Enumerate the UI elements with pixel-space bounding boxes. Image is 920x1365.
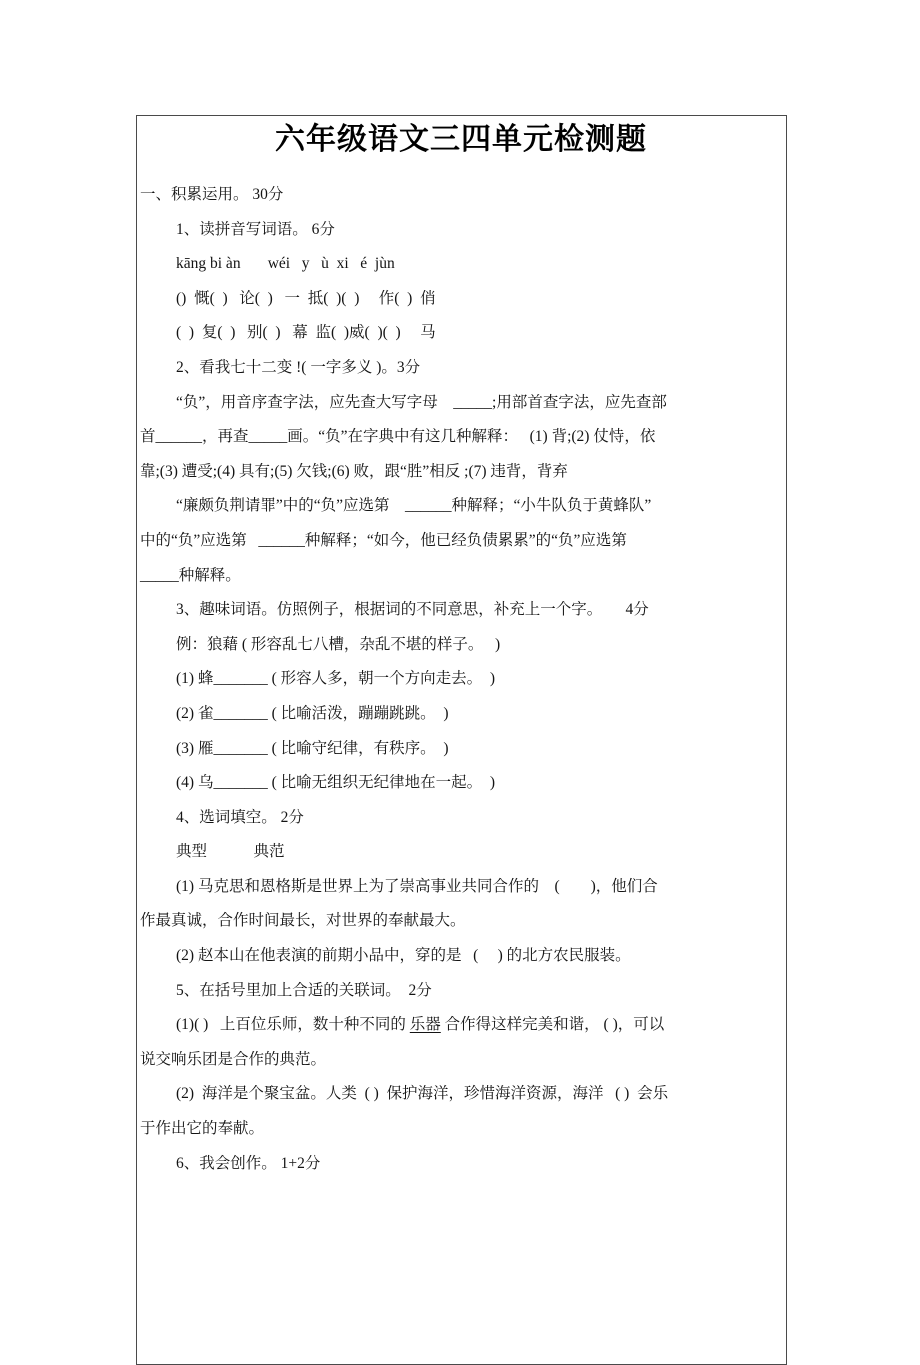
text-line xyxy=(140,974,782,1009)
text-line xyxy=(140,247,782,282)
text-line xyxy=(140,559,782,594)
text-segment: (1) 蜂_______ ( 形容人多，朝一个方向走去。 ) xyxy=(176,670,496,688)
text-line xyxy=(140,282,782,317)
text-line xyxy=(140,420,782,455)
text-line xyxy=(140,697,782,732)
text-line xyxy=(140,1043,782,1078)
text-segment: 2、看我七十二变 !( 一字多义 )。3分 xyxy=(176,358,421,376)
text-line xyxy=(140,1008,782,1043)
text-line xyxy=(140,662,782,697)
text-line xyxy=(140,732,782,767)
text-segment: 3、趣味词语。仿照例子，根据词的不同意思，补充上一个字。 4分 xyxy=(176,601,649,619)
text-line xyxy=(140,628,782,663)
text-line xyxy=(140,386,782,421)
text-segment: 1、读拼音写词语。 6分 xyxy=(176,220,335,238)
text-line xyxy=(140,351,782,386)
text-segment: 6、我会创作。 1+2分 xyxy=(176,1154,321,1172)
document-lines xyxy=(140,178,782,1181)
text-segment: 合作得这样完美和谐， ( )，可以 xyxy=(440,1016,665,1034)
text-line xyxy=(140,1147,782,1182)
text-segment: (2) 海洋是个聚宝盆。人类 ( ) 保护海洋，珍惜海洋资源，海洋 ( ) 会乐 xyxy=(176,1085,669,1103)
text-line xyxy=(140,939,782,974)
text-line xyxy=(140,455,782,490)
text-segment: 于作出它的奉献。 xyxy=(140,1120,265,1138)
text-segment: () 慨( ) 论( ) 一 抵( )( ) 作( ) 俏 xyxy=(176,289,436,307)
text-segment: 中的“负”应选第 ______种解释；“如今，他已经负债累累”的“负”应选第 xyxy=(140,531,627,549)
text-segment: 作最真诚，合作时间最长，对世界的奉献最大。 xyxy=(140,912,466,930)
text-line xyxy=(140,593,782,628)
text-segment: 一、积累运用。 30分 xyxy=(140,186,284,203)
text-segment: _____种解释。 xyxy=(140,566,241,584)
text-line xyxy=(140,835,782,870)
text-segment: “负”，用音序查字法，应先查大写字母 _____;用部首查字法，应先查部 xyxy=(176,393,667,411)
text-line xyxy=(140,870,782,905)
text-segment: 靠;(3) 遭受;(4) 具有;(5) 欠钱;(6) 败，跟“胜”相反 ;(7) 违背，背弃 xyxy=(140,462,568,480)
text-segment: (2) 赵本山在他表演的前期小品中，穿的是 ( ) 的北方农民服装。 xyxy=(176,947,631,965)
document-frame xyxy=(136,115,787,1365)
text-segment: (1)( ) 上百位乐师，数十种不同的 xyxy=(176,1016,410,1034)
text-line xyxy=(140,801,782,836)
text-segment: kāng bi àn wéi y ù xi é jùn xyxy=(176,255,395,273)
text-line xyxy=(140,316,782,351)
text-segment: 首______，再查_____画。“负”在字典中有这几种解释： (1) 背;(2) 仗恃，依 xyxy=(140,428,656,446)
text-segment: 4、选词填空。 2分 xyxy=(176,808,304,826)
text-line xyxy=(140,524,782,559)
text-segment: (2) 雀_______ ( 比喻活泼，蹦蹦跳跳。 ) xyxy=(176,704,449,722)
text-segment: 说交响乐团是合作的典范。 xyxy=(140,1050,327,1068)
text-segment: ( ) 复( ) 别( ) 幕 监( )威( )( ) 马 xyxy=(176,324,436,342)
document-title: 六年级语文三四单元检测题 xyxy=(275,123,647,156)
text-segment: “廉颇负荆请罪”中的“负”应选第 ______种解释；“小牛队负于黄蜂队” xyxy=(176,497,652,515)
underlined-term: 乐器 xyxy=(409,1016,441,1034)
text-line xyxy=(140,178,782,213)
text-segment: (1) 马克思和恩格斯是世界上为了崇高事业共同合作的 ( )，他们合 xyxy=(176,877,658,895)
text-segment: 例：狼藉 ( 形容乱七八槽，杂乱不堪的样子。 ) xyxy=(176,635,501,653)
text-line xyxy=(140,1077,782,1112)
text-segment: (4) 乌_______ ( 比喻无组织无纪律地在一起。 ) xyxy=(176,774,496,792)
text-line xyxy=(140,213,782,248)
text-line xyxy=(140,904,782,939)
text-line xyxy=(140,1112,782,1147)
text-segment: 典型 典范 xyxy=(176,843,285,861)
text-segment: 5、在括号里加上合适的关联词。 2分 xyxy=(176,981,432,999)
text-line xyxy=(140,489,782,524)
text-segment: (3) 雁_______ ( 比喻守纪律，有秩序。 ) xyxy=(176,739,449,757)
text-line xyxy=(140,766,782,801)
